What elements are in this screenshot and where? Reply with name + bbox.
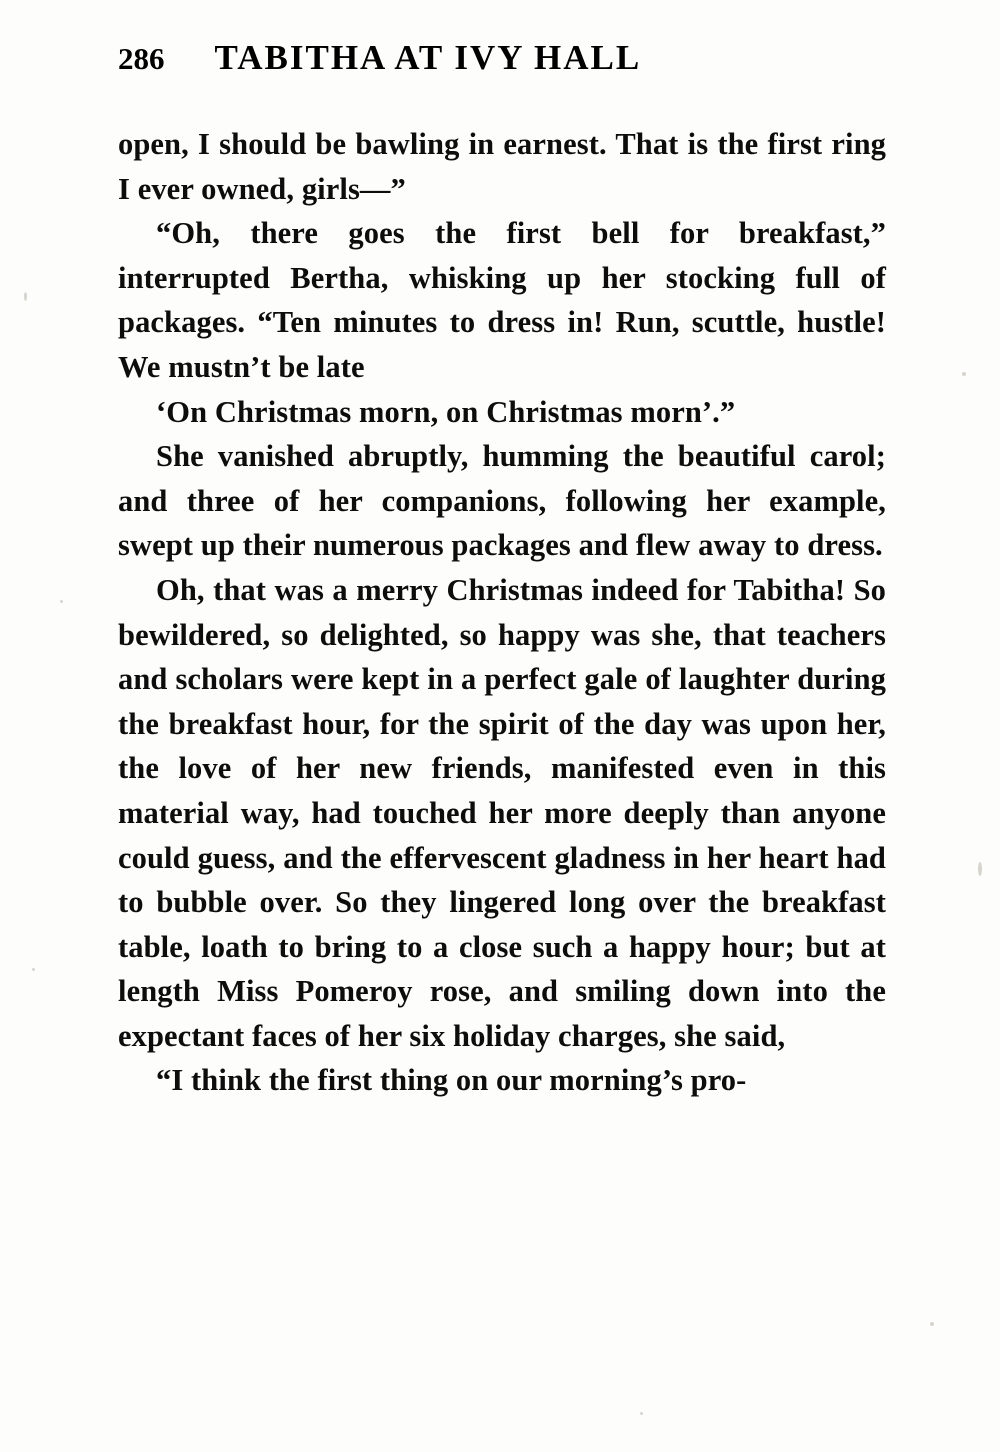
scan-speck bbox=[640, 1412, 643, 1415]
paragraph: “I think the first thing on our morning’s pro- bbox=[156, 1063, 747, 1098]
scan-speck bbox=[24, 292, 27, 301]
page-number: 286 bbox=[118, 41, 165, 76]
paragraph: ‘On Christmas morn, on Christmas morn’.” bbox=[156, 394, 736, 429]
scan-speck bbox=[32, 968, 35, 971]
paragraph: “Oh, there goes the first bell for breakfast,” interrupted Bertha, whisking up her stocking full of packages. “Ten minutes to dress in! Run, scuttle, hustle! We mustn’t be late bbox=[118, 216, 886, 384]
scan-speck bbox=[930, 1322, 934, 1326]
paragraph: open, I should be bawling in earnest. That is the first ring I ever owned, girls—” bbox=[118, 127, 886, 206]
running-head-title: TABITHA AT IVY HALL bbox=[214, 38, 642, 77]
paragraph: She vanished abruptly, humming the beautiful carol; and three of her companions, following her example, swept up their numerous packages and flew away to dress. bbox=[118, 439, 886, 563]
page-body bbox=[118, 122, 886, 1103]
page-header bbox=[118, 38, 910, 78]
scan-speck bbox=[978, 862, 982, 876]
scan-speck bbox=[962, 372, 966, 376]
paragraph: Oh, that was a merry Christmas indeed for Tabitha! So bewildered, so delighted, so happy was she, that teachers and scholars were kept in a perfect gale of laughter during the breakfast hour, for the spirit of the day was upon her, the love of her new friends, manifested even in this material way, had touched her more deeply than anyone could guess, and the effervescent gladness in her heart had to bubble over. So they lingered long over the breakfast table, loath to bring to a close such a happy hour; but at length Miss Pomeroy rose, and smiling down into the expectant faces of her six holiday charges, she said, bbox=[118, 572, 886, 1053]
scan-speck bbox=[60, 600, 63, 603]
